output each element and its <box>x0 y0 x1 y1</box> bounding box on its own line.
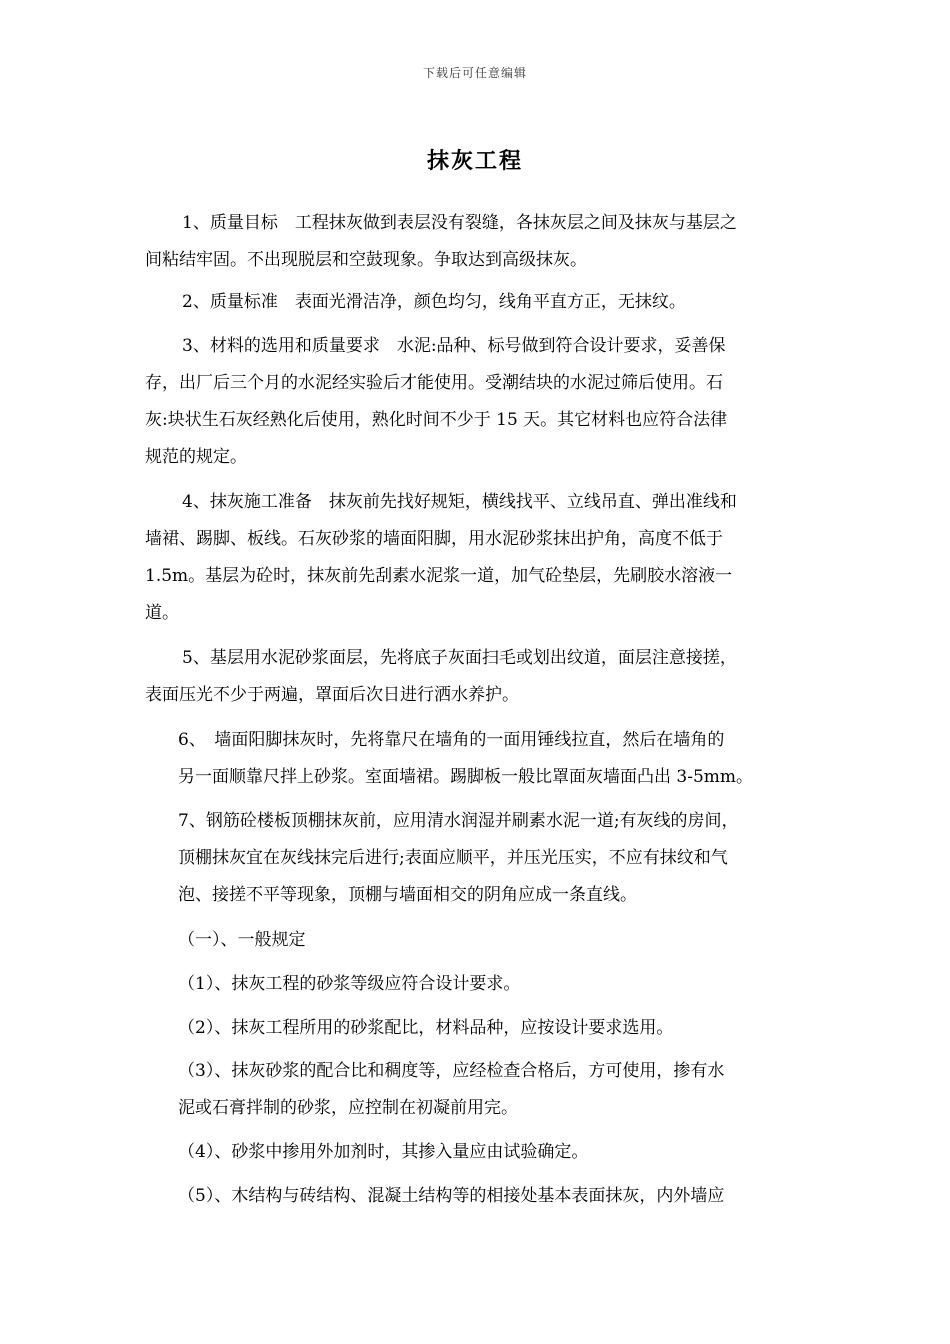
paragraph-line: 4、抹灰施工准备 抹灰前先找好规矩，横线找平、立线吊直、弹出准线和 <box>182 492 737 512</box>
paragraph-line: 泡、接搓不平等现象，顶棚与墙面相交的阴角应成一条直线。 <box>178 885 637 905</box>
paragraph-wall-corner <box>178 722 753 796</box>
paragraph-preparation <box>145 484 737 632</box>
paragraph-rule-4 <box>178 1134 588 1171</box>
paragraph-line: （2）、抹灰工程所用的砂浆配比，材料品种，应按设计要求选用。 <box>178 1018 674 1038</box>
paragraph-base-layer <box>145 640 737 714</box>
paragraph-line: 道。 <box>145 603 179 623</box>
page-header-note: 下载后可任意编辑 <box>422 66 527 80</box>
paragraph-line: 灰:块状生石灰经熟化后使用，熟化时间不少于 15 天。其它材料也应符合法律 <box>145 410 728 430</box>
paragraph-ceiling <box>178 803 739 914</box>
paragraph-line: 存，出厂后三个月的水泥经实验后才能使用。受潮结块的水泥过筛后使用。石 <box>145 373 723 393</box>
paragraph-line: （4）、砂浆中掺用外加剂时，其掺入量应由试验确定。 <box>178 1142 589 1162</box>
document-title: 抹灰工程 <box>426 149 523 174</box>
paragraph-rule-2 <box>178 1010 673 1047</box>
paragraph-line: 表面压光不少于两遍，罩面后次日进行洒水养护。 <box>145 685 519 705</box>
paragraph-line: 1.5m。基层为砼时，抹灰前先刮素水泥浆一道，加气砼垫层，先刷胶水溶液一 <box>145 566 733 586</box>
paragraph-line: 间粘结牢固。不出现脱层和空鼓现象。争取达到高级抹灰。 <box>145 250 587 270</box>
paragraph-line: 墙裙、踢脚、板线。石灰砂浆的墙面阳脚，用水泥砂浆抹出护角，高度不低于 <box>145 529 723 549</box>
paragraph-materials <box>145 328 727 476</box>
paragraph-quality-target <box>145 205 737 279</box>
paragraph-line: （3）、抹灰砂浆的配合比和稠度等，应经检查合格后，方可使用，掺有水 <box>178 1061 725 1081</box>
section-heading-general <box>178 922 306 959</box>
paragraph-rule-3 <box>178 1053 724 1127</box>
paragraph-line: 2、质量标准 表面光滑洁净，颜色均匀，线角平直方正，无抹纹。 <box>182 292 686 312</box>
paragraph-line: 7、钢筋砼楼板顶棚抹灰前，应用清水润湿并刷素水泥一道;有灰线的房间， <box>178 811 739 831</box>
paragraph-line: 顶棚抹灰宜在灰线抹完后进行;表面应顺平，并压光压实，不应有抹纹和气 <box>178 848 728 868</box>
paragraph-rule-5 <box>178 1178 724 1215</box>
paragraph-rule-1 <box>178 966 520 1003</box>
paragraph-line: 规范的规定。 <box>145 447 247 467</box>
paragraph-line: 另一面顺靠尺拌上砂浆。室面墙裙。踢脚板一般比罩面灰墙面凸出 3-5mm。 <box>178 767 754 787</box>
paragraph-line: （一）、一般规定 <box>178 930 306 950</box>
paragraph-line: 3、材料的选用和质量要求 水泥:品种、标号做到符合设计要求，妥善保 <box>182 336 726 356</box>
paragraph-line: （5）、木结构与砖结构、混凝土结构等的相接处基本表面抹灰，内外墙应 <box>178 1186 725 1206</box>
paragraph-line: 6、 墙面阳脚抹灰时，先将靠尺在墙角的一面用锤线拉直，然后在墙角的 <box>178 730 725 750</box>
paragraph-line: 5、基层用水泥砂浆面层，先将底子灰面扫毛或划出纹道，面层注意接搓， <box>182 648 737 668</box>
paragraph-line: 1、质量目标 工程抹灰做到表层没有裂缝，各抹灰层之间及抹灰与基层之 <box>182 213 737 233</box>
paragraph-line: （1）、抹灰工程的砂浆等级应符合设计要求。 <box>178 974 521 994</box>
paragraph-quality-standard <box>145 284 686 321</box>
paragraph-line: 泥或石膏拌制的砂浆，应控制在初凝前用完。 <box>178 1098 518 1118</box>
